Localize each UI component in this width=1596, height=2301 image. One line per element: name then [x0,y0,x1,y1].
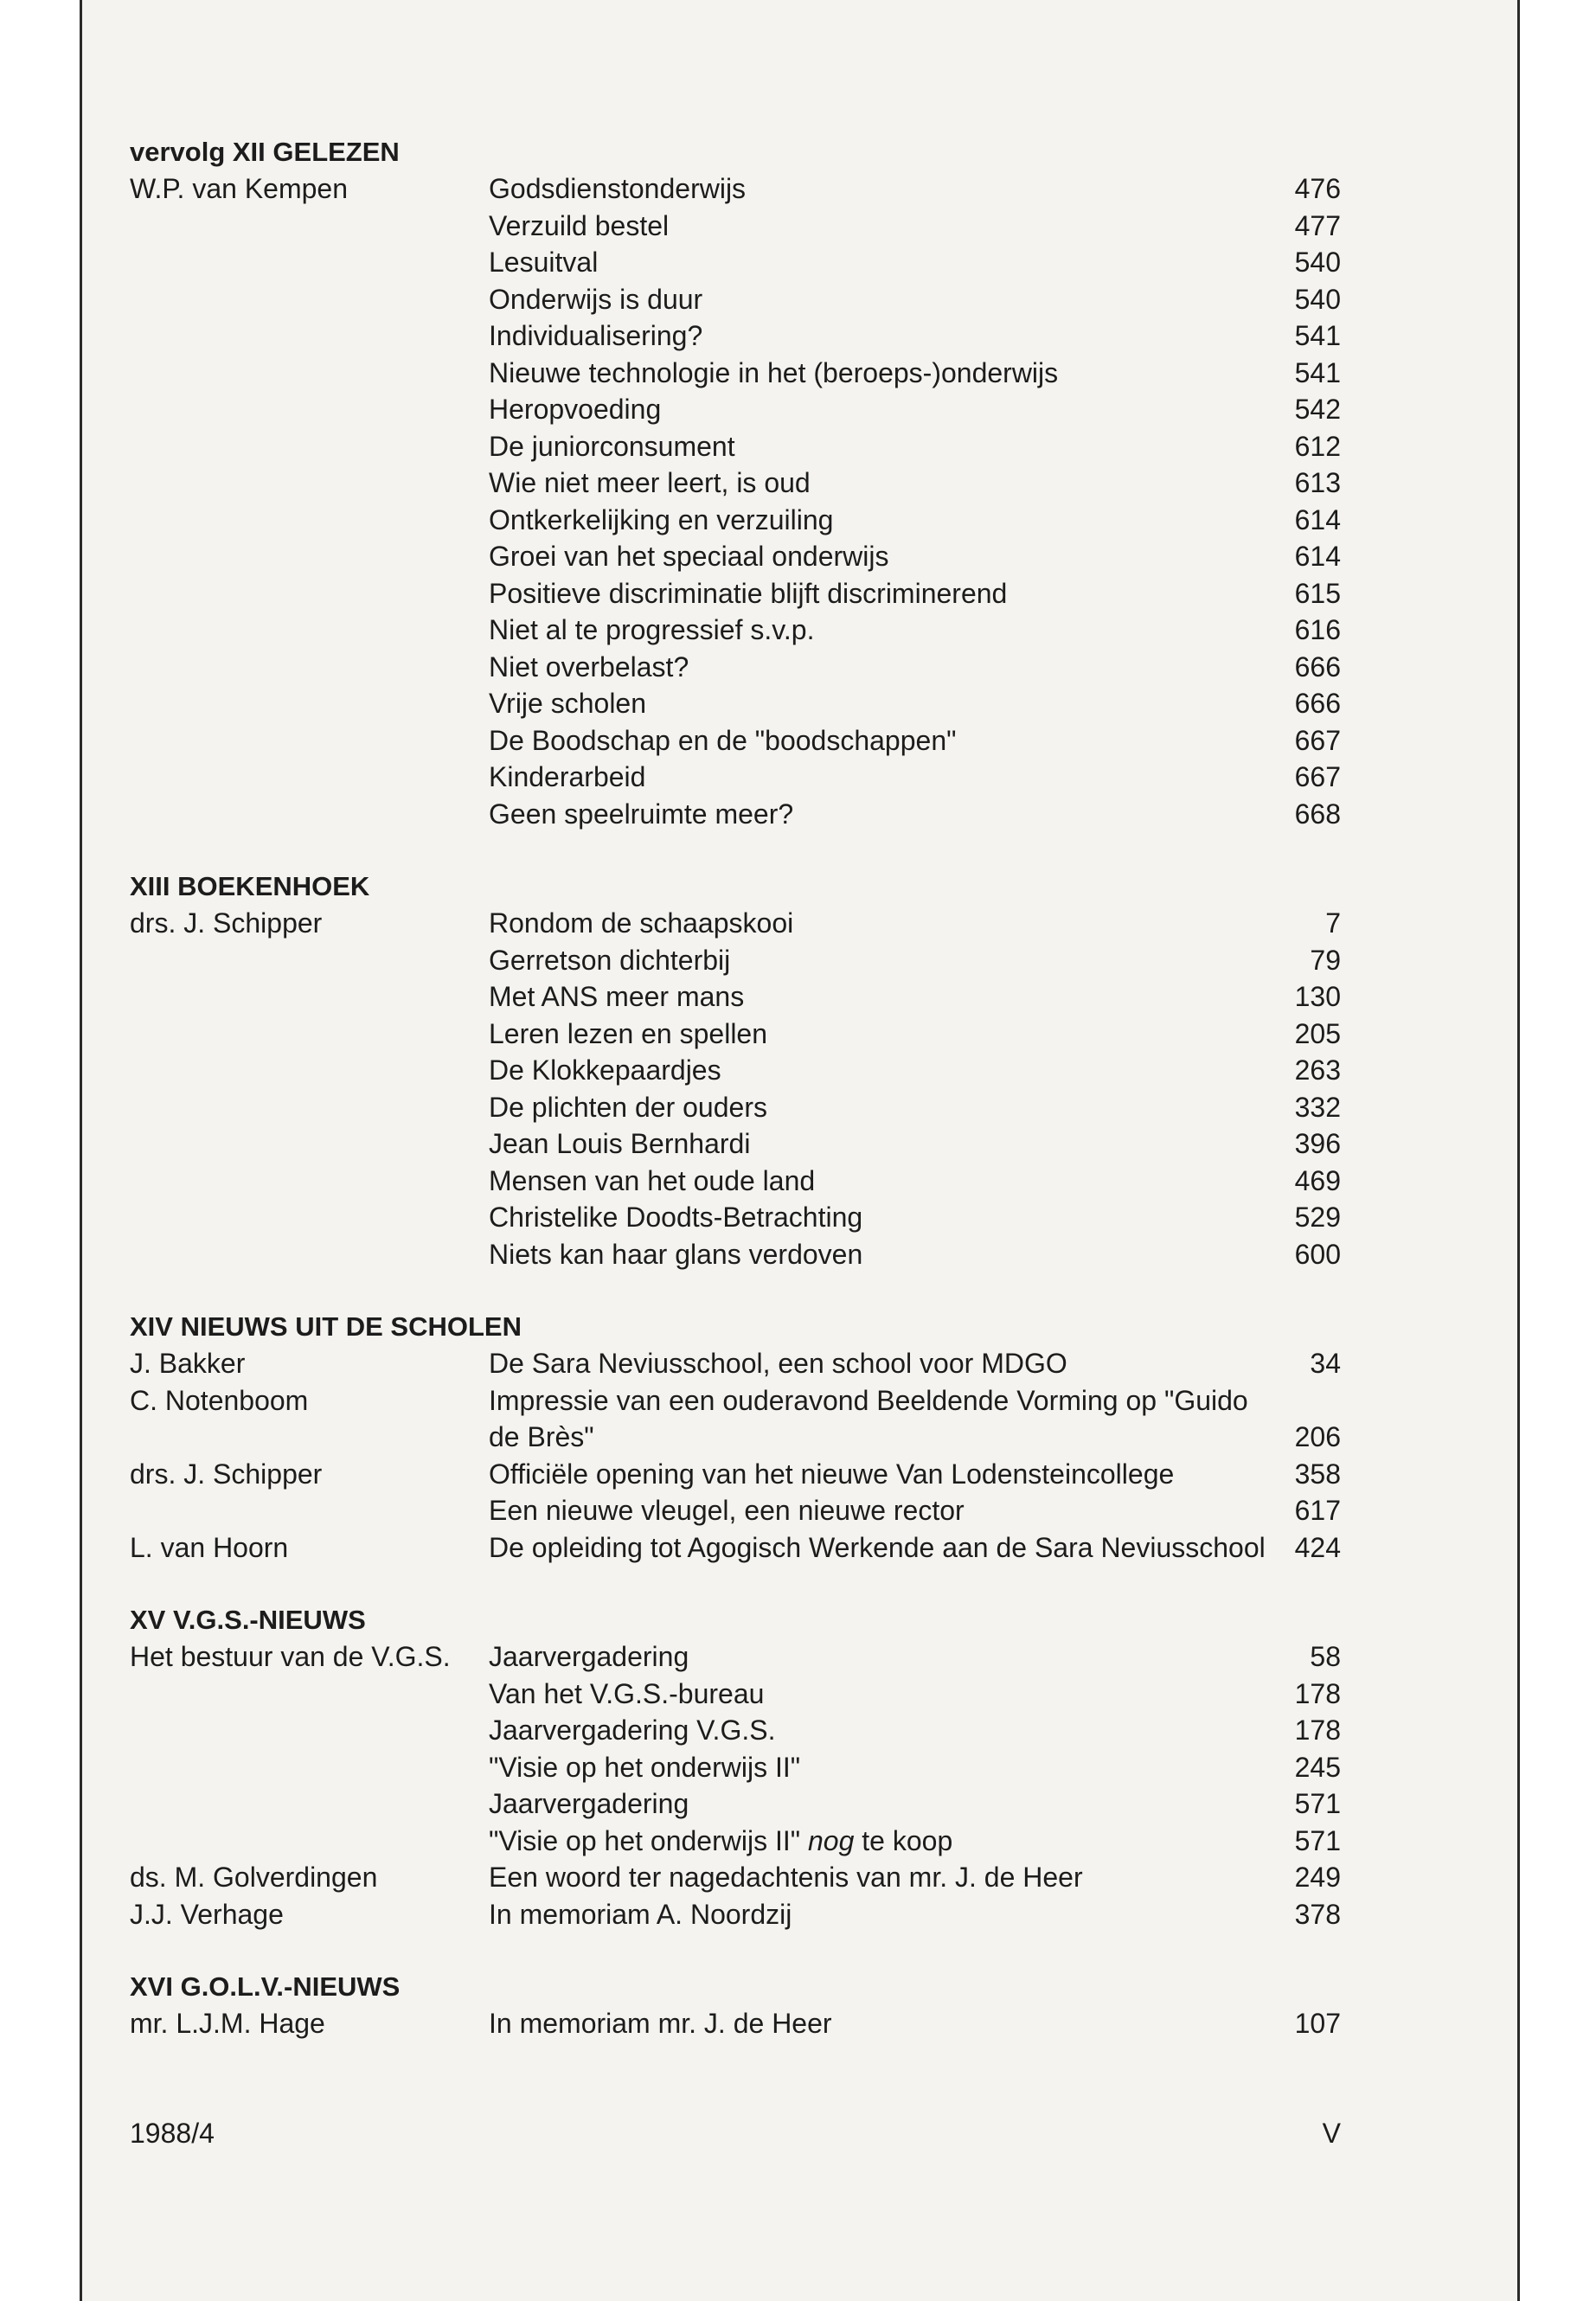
entry-author: J. Bakker [130,1348,246,1379]
entry-title: Nieuwe technologie in het (beroeps-)onderwijs [489,356,1059,388]
entry-page-number: 617 [1294,1495,1341,1526]
index-entry [130,942,1341,979]
index-entry [130,1896,1341,1933]
index-entry [130,1785,1341,1823]
index-section [130,1309,1341,1566]
entry-page-number: 667 [1294,761,1341,792]
entry-page-number: 178 [1294,1715,1341,1746]
entry-page-number: 205 [1294,1017,1341,1049]
entry-page-number: 58 [1310,1641,1341,1672]
index-entry [130,2005,1341,2042]
entry-author: ds. M. Golverdingen [130,1862,378,1893]
section-heading: vervolg XII GELEZEN [130,137,400,167]
entry-page-number: 540 [1294,283,1341,315]
entry-page-number: 178 [1294,1677,1341,1709]
entry-title: De plichten der ouders [489,1091,767,1123]
entry-page-number: 668 [1294,798,1341,830]
index-entry [130,1345,1341,1382]
entry-author: drs. J. Schipper [130,907,323,939]
entry-page-number: 541 [1294,356,1341,388]
entry-page-number: 107 [1294,2008,1341,2039]
page-number-roman: V [1322,2118,1341,2149]
entry-title: De opleiding tot Agogisch Werkende aan de Sara Neviusschool [489,1531,1266,1563]
entry-title: "Visie op het onderwijs II" nog te koop [489,1824,953,1856]
entry-page-number: 378 [1294,1898,1341,1930]
index-entry [130,905,1341,942]
entry-title: Officiële opening van het nieuwe Van Lodensteincollege [489,1458,1175,1490]
index-entry [130,1749,1341,1786]
entry-author: C. Notenboom [130,1384,309,1416]
entry-page-number: 666 [1294,688,1341,719]
entry-author: J.J. Verhage [130,1898,284,1930]
entry-title: In memoriam mr. J. de Heer [489,2008,832,2039]
entry-title: Rondom de schaapskooi [489,907,794,939]
index-section [130,134,1341,832]
index-entry [130,722,1341,760]
entry-author: L. van Hoorn [130,1531,289,1563]
entry-title: Verzuild bestel [489,209,670,241]
index-entry [130,281,1341,318]
entry-page-number: 424 [1294,1531,1341,1563]
index-entry [130,1052,1341,1089]
entry-title: Met ANS meer mans [489,981,745,1012]
entry-title: Wie niet meer leert, is oud [489,467,811,498]
index-entry [130,612,1341,649]
scan-border-left [0,0,82,2301]
index-entry [130,575,1341,612]
entry-page-number: 130 [1294,981,1341,1012]
index-entry [130,1638,1341,1676]
index-section [130,1969,1341,2042]
entry-page-number: 34 [1310,1348,1341,1379]
entry-title: Geen speelruimte meer? [489,798,794,830]
entry-title: Niet overbelast? [489,651,689,683]
entry-author: W.P. van Kempen [130,173,348,204]
entry-title: De juniorconsument [489,430,735,462]
index-entry [130,1382,1341,1456]
entry-title: Jaarvergadering [489,1641,689,1672]
entry-title: Vrije scholen [489,688,647,719]
index-entry [130,1236,1341,1273]
entry-title: Van het V.G.S.-bureau [489,1677,765,1709]
entry-page-number: 7 [1325,907,1341,939]
entry-page-number: 613 [1294,467,1341,498]
entry-page-number: 469 [1294,1164,1341,1196]
entry-page-number: 616 [1294,614,1341,645]
entry-title: Godsdienstonderwijs [489,173,747,204]
entry-page-number: 540 [1294,247,1341,278]
index-entry [130,685,1341,722]
index-entry [130,649,1341,686]
entry-title: Jaarvergadering [489,1788,689,1819]
index-entry [130,978,1341,1016]
entry-title: Niet al te progressief s.v.p. [489,614,815,645]
entry-title: Christelike Doodts-Betrachting [489,1202,863,1233]
section-heading: XVI G.O.L.V.-NIEUWS [130,1971,401,2002]
issue-number: 1988/4 [130,2118,215,2149]
entry-page-number: 571 [1294,1788,1341,1819]
entry-page-number: 476 [1294,173,1341,204]
entry-title: Onderwijs is duur [489,283,703,315]
entry-title: Gerretson dichterbij [489,944,731,976]
entry-title: Heropvoeding [489,394,662,425]
entry-title: Jean Louis Bernhardi [489,1128,751,1159]
entry-title: Impressie van een ouderavond Beeldende Vorming op "Guido de Brès" [489,1384,1248,1452]
entry-page-number: 667 [1294,724,1341,756]
index-entry [130,208,1341,245]
index-entry [130,759,1341,796]
section-heading: XIV NIEUWS UIT DE SCHOLEN [130,1311,522,1342]
index-entry [130,1163,1341,1200]
index-entry [130,1529,1341,1567]
entry-title: Een woord ter nagedachtenis van mr. J. de Heer [489,1862,1083,1893]
entry-page-number: 332 [1294,1091,1341,1123]
entry-page-number: 206 [1294,1421,1341,1452]
entry-title: Een nieuwe vleugel, een nieuwe rector [489,1495,965,1526]
entry-page-number: 245 [1294,1751,1341,1783]
entry-title: Ontkerkelijking en verzuiling [489,503,834,535]
entry-title: Mensen van het oude land [489,1164,816,1196]
scan-border-right [1517,0,1596,2301]
index-entry [130,502,1341,539]
index-entry [130,1676,1341,1713]
index-entry [130,1712,1341,1749]
entry-title: De Boodschap en de "boodschappen" [489,724,957,756]
index-entry [130,465,1341,502]
entry-page-number: 263 [1294,1054,1341,1086]
entry-page-number: 614 [1294,541,1341,572]
entry-page-number: 612 [1294,430,1341,462]
index-section [130,1602,1341,1932]
entry-page-number: 615 [1294,577,1341,609]
entry-page-number: 614 [1294,503,1341,535]
index-entry [130,1125,1341,1163]
entry-page-number: 541 [1294,320,1341,351]
entry-page-number: 396 [1294,1128,1341,1159]
index-entry [130,796,1341,833]
index-entry [130,170,1341,208]
index-entry [130,1492,1341,1529]
entry-page-number: 542 [1294,394,1341,425]
index-entry [130,244,1341,281]
entry-title: De Klokkepaardjes [489,1054,721,1086]
entry-title: Groei van het speciaal onderwijs [489,541,889,572]
index-entry [130,1199,1341,1236]
entry-author: Het bestuur van de V.G.S. [130,1641,451,1672]
entry-title: Lesuitval [489,247,599,278]
index-entry [130,1089,1341,1126]
index-entry [130,538,1341,575]
index-entry [130,355,1341,392]
entry-title: In memoriam A. Noordzij [489,1898,792,1930]
entry-title: Jaarvergadering V.G.S. [489,1715,776,1746]
index-entry [130,1016,1341,1053]
index-entry [130,1859,1341,1896]
entry-page-number: 79 [1310,944,1341,976]
index-entry [130,428,1341,465]
entry-title: Kinderarbeid [489,761,646,792]
index-entry [130,1823,1341,1860]
entry-page-number: 358 [1294,1458,1341,1490]
index-entry [130,317,1341,355]
entry-title: Positieve discriminatie blijft discriminerend [489,577,1008,609]
entry-title: Individualisering? [489,320,703,351]
section-heading: XV V.G.S.-NIEUWS [130,1605,366,1635]
index-entry [130,1456,1341,1493]
entry-title: De Sara Neviusschool, een school voor MDGO [489,1348,1067,1379]
section-heading: XIII BOEKENHOEK [130,871,370,901]
index-entry [130,391,1341,428]
entry-page-number: 249 [1294,1862,1341,1893]
entry-page-number: 529 [1294,1202,1341,1233]
entry-page-number: 666 [1294,651,1341,683]
entry-page-number: 600 [1294,1238,1341,1270]
entry-author: drs. J. Schipper [130,1458,323,1490]
entry-author: mr. L.J.M. Hage [130,2008,325,2039]
entry-page-number: 477 [1294,209,1341,241]
entry-title: Niets kan haar glans verdoven [489,1238,863,1270]
index-section [130,868,1341,1272]
entry-page-number: 571 [1294,1824,1341,1856]
entry-title: Leren lezen en spellen [489,1017,768,1049]
entry-title: "Visie op het onderwijs II" [489,1751,801,1783]
index-content [130,134,1341,2042]
